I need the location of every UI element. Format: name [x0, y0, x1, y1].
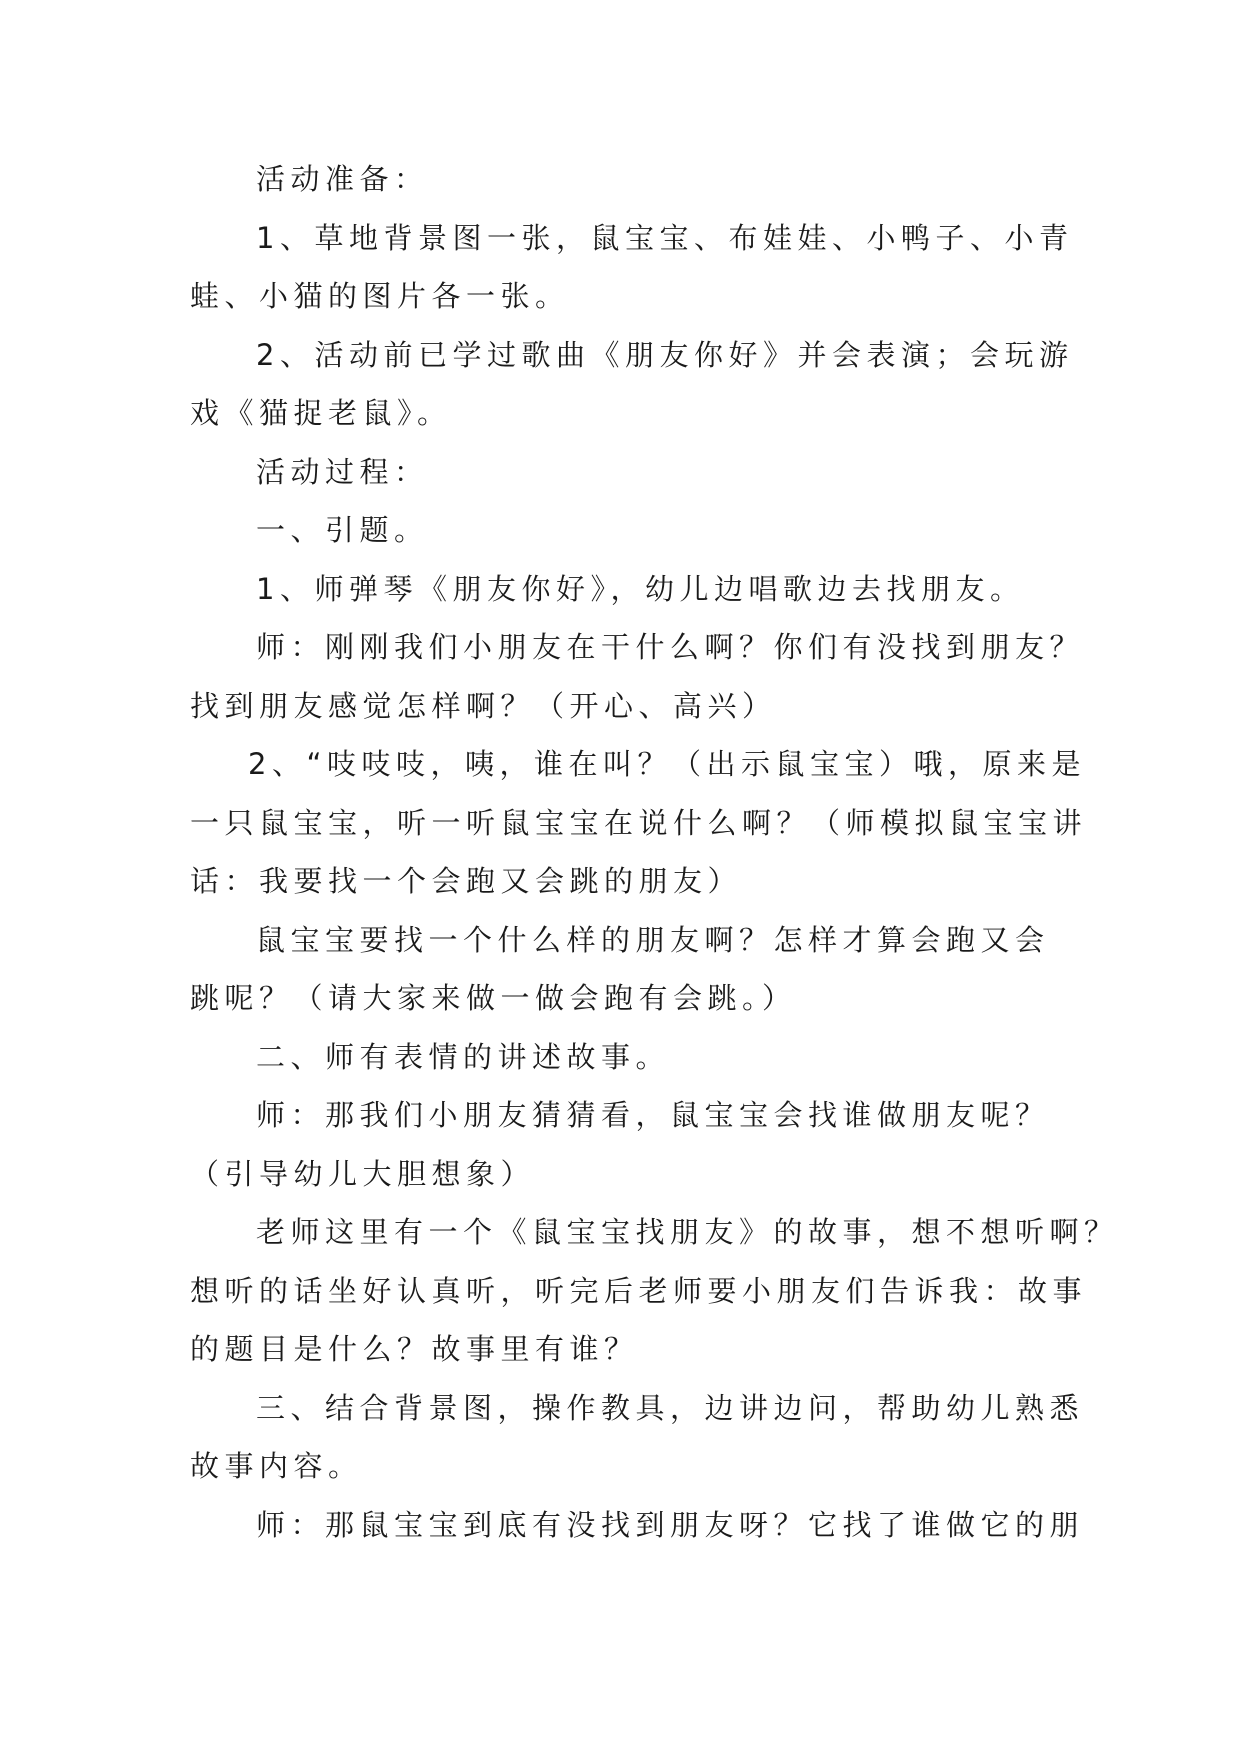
paragraph-line: 师：那鼠宝宝到底有没找到朋友呀？它找了谁做它的朋 [256, 1507, 1085, 1542]
paragraph-line: 想听的话坐好认真听，听完后老师要小朋友们告诉我：故事 [190, 1273, 1088, 1308]
document-body [190, 150, 1119, 1554]
paragraph-line: 2、“吱吱吱，咦，谁在叫？（出示鼠宝宝）哦，原来是 [248, 747, 1086, 781]
paragraph-line: 话：我要找一个会跑又会跳的朋友） [190, 864, 743, 898]
paragraph-line: 故事内容。 [190, 1449, 363, 1483]
paragraph-line: 老师这里有一个《鼠宝宝找朋友》的故事，想不想听啊？ [256, 1215, 1119, 1249]
paragraph-line: 师：那我们小朋友猜猜看，鼠宝宝会找谁做朋友呢？ [256, 1098, 1050, 1132]
paragraph-line: 鼠宝宝要找一个什么样的朋友啊？怎样才算会跑又会 [256, 922, 1050, 957]
paragraph-line: 一只鼠宝宝，听一听鼠宝宝在说什么啊？（师模拟鼠宝宝讲 [190, 805, 1088, 840]
paragraph-line: 的题目是什么？故事里有谁？ [190, 1332, 639, 1366]
section-heading-preparation: 活动准备： [256, 162, 429, 196]
section-heading-process: 活动过程： [256, 454, 429, 489]
section-heading-storytelling: 二、师有表情的讲述故事。 [256, 1039, 671, 1074]
section-heading-background: 三、结合背景图，操作教具，边讲边问，帮助幼儿熟悉 [256, 1390, 1085, 1425]
paragraph-line: 师：刚刚我们小朋友在干什么啊？你们有没找到朋友？ [256, 630, 1085, 664]
paragraph-line: 蛙、小猫的图片各一张。 [190, 279, 570, 313]
paragraph-line: 1、师弹琴《朋友你好》，幼儿边唱歌边去找朋友。 [256, 571, 1025, 606]
paragraph-line: 2、活动前已学过歌曲《朋友你好》并会表演；会玩游 [256, 337, 1074, 372]
paragraph-line: 跳呢？（请大家来做一做会跑有会跳。） [190, 981, 797, 1015]
paragraph-line: （引导幼儿大胆想象） [190, 1156, 536, 1191]
section-heading-intro: 一、引题。 [256, 513, 429, 547]
paragraph-line: 1、草地背景图一张，鼠宝宝、布娃娃、小鸭子、小青 [256, 220, 1074, 255]
paragraph-line: 戏《猫捉老鼠》。 [190, 396, 452, 430]
paragraph-line: 找到朋友感觉怎样啊？（开心、高兴） [190, 688, 777, 723]
